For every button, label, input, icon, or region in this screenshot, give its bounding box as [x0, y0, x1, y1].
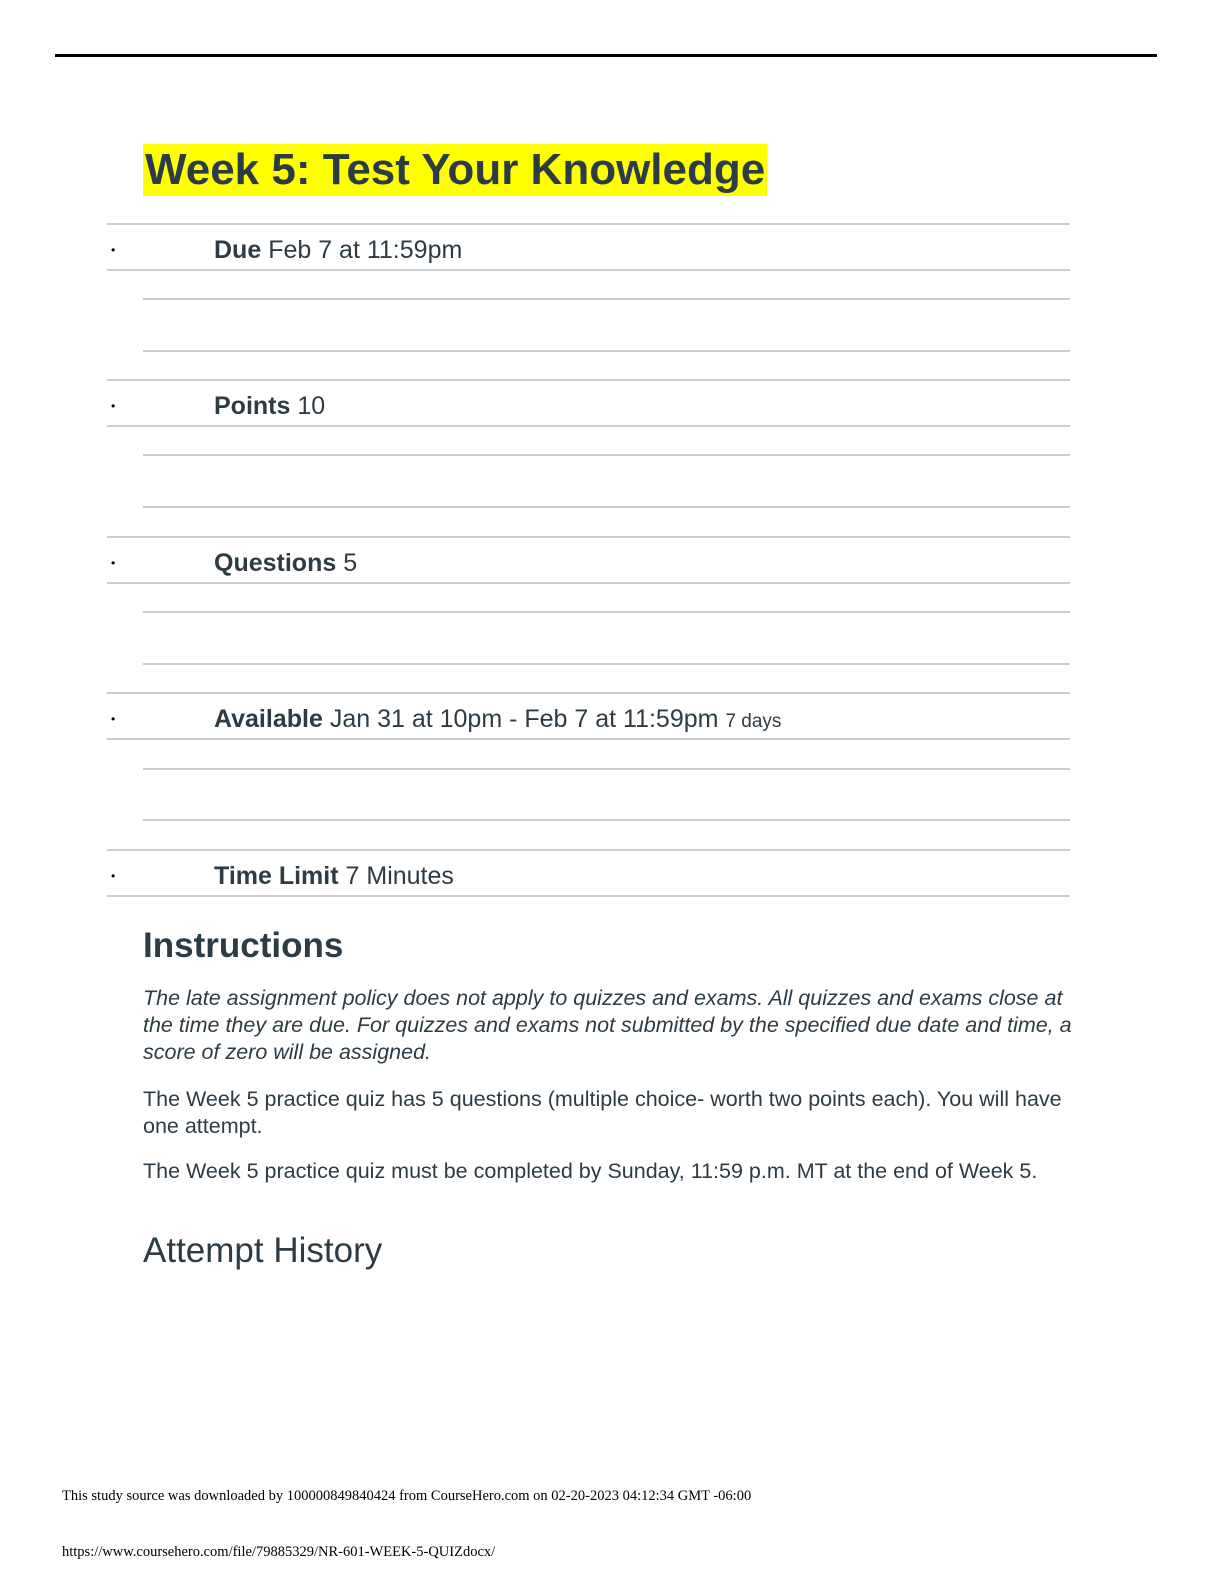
divider: [143, 454, 1070, 456]
bullet-icon: •: [111, 399, 116, 413]
divider: [143, 768, 1070, 770]
detail-value: Jan 31 at 10pm - Feb 7 at 11:59pm: [329, 705, 719, 733]
detail-value: Feb 7 at 11:59pm: [268, 236, 463, 264]
quiz-info-paragraph: The Week 5 practice quiz has 5 questions (multiple choice- worth two points each). You will have one attempt.: [143, 1087, 1062, 1138]
detail-questions: [214, 541, 357, 585]
detail-points: [214, 384, 325, 428]
divider: [107, 895, 1070, 897]
detail-label: Questions: [214, 549, 337, 577]
detail-row-points: [107, 384, 1070, 428]
divider: [107, 738, 1070, 740]
download-notice: This study source was downloaded by 100000849840424 from CourseHero.com on 02-20-2023 04:12:34 GMT -06:00: [62, 1488, 752, 1504]
deadline-paragraph: The Week 5 practice quiz must be completed by Sunday, 11:59 p.m. MT at the end of Week 5.: [143, 1159, 1038, 1183]
attempt-history-heading: Attempt History: [143, 1231, 383, 1270]
divider: [143, 298, 1070, 300]
divider: [143, 611, 1070, 613]
detail-value: 10: [297, 392, 326, 420]
bullet-icon: •: [111, 869, 116, 883]
detail-row-due: [107, 228, 1070, 272]
detail-value: 7 Minutes: [345, 862, 454, 890]
divider: [107, 223, 1070, 225]
divider: [107, 269, 1070, 271]
page-title: Week 5: Test Your Knowledge: [145, 145, 766, 194]
bullet-icon: •: [111, 712, 116, 726]
detail-label: Points: [214, 392, 291, 420]
divider: [143, 506, 1070, 508]
bullet-icon: •: [111, 556, 116, 570]
source-url[interactable]: https://www.coursehero.com/file/79885329/NR-601-WEEK-5-QUIZdocx/: [62, 1544, 496, 1560]
detail-duration: 7 days: [725, 711, 782, 732]
late-policy-paragraph: The late assignment policy does not apply to quizzes and exams. All quizzes and exams close at the time they are due. For quizzes and exams not submitted by the specified due date and time, a score of zero will be assigned.: [143, 986, 1072, 1064]
divider: [107, 536, 1070, 538]
detail-row-available: [107, 697, 1070, 741]
divider: [143, 663, 1070, 665]
divider: [107, 692, 1070, 694]
top-rule: [55, 54, 1157, 57]
bullet-icon: •: [111, 243, 116, 257]
instructions-heading: Instructions: [143, 926, 344, 965]
detail-label: Available: [214, 705, 323, 733]
divider: [107, 582, 1070, 584]
divider: [107, 849, 1070, 851]
detail-label: Due: [214, 236, 262, 264]
detail-time-limit: [214, 854, 454, 898]
detail-row-questions: [107, 541, 1070, 585]
divider: [143, 350, 1070, 352]
detail-due: [214, 228, 462, 272]
detail-row-time-limit: [107, 854, 1070, 898]
detail-label: Time Limit: [214, 862, 339, 890]
divider: [143, 819, 1070, 821]
detail-available: [214, 697, 781, 744]
divider: [107, 379, 1070, 381]
divider: [107, 425, 1070, 427]
detail-value: 5: [343, 549, 358, 577]
